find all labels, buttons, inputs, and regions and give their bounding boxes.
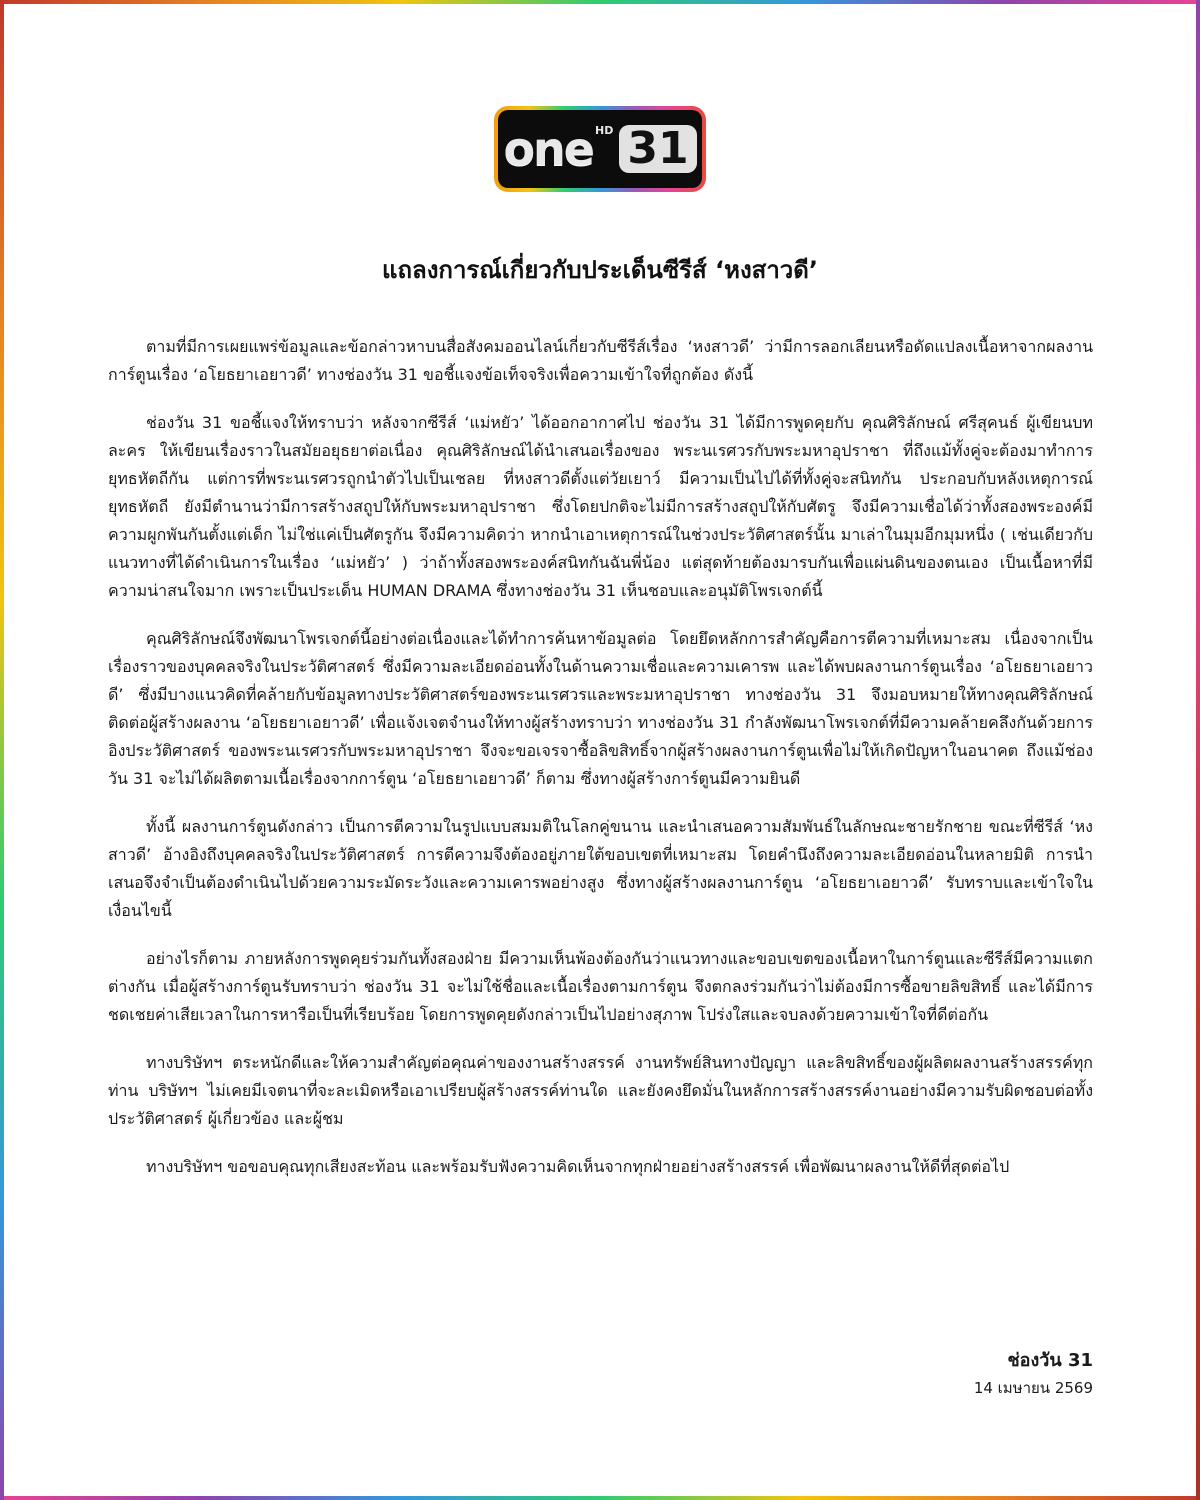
statement-paragraph: ทางบริษัทฯ ตระหนักดีและให้ความสำคัญต่อคุณค่าของงานสร้างสรรค์ งานทรัพย์สินทางปัญญา และลิขสิทธิ์ของผู้ผลิตผลงานสร้างสรรค์ทุกท่าน บริษัทฯ ไม่เคยมีเจตนาที่จะละเมิดหรือเอาเปรียบผู้สร้างสรรค์ท่านใด และยังคงยึดมั่นในหลักการสร้างสรรค์งานอย่างมีความรับผิดชอบต่อทั้งประวัติศาสตร์ ผู้เกี่ยวข้อง และผู้ชม xyxy=(108,1053,1093,1128)
signature-date: 14 เมษายน 2569 xyxy=(973,1379,1093,1397)
statement-paragraph: ทางบริษัทฯ ขอขอบคุณทุกเสียงสะท้อน และพร้อมรับฟังความคิดเห็นจากทุกฝ่ายอย่างสร้างสรรค์ เพื่อพัฒนาผลงานให้ดีที่สุดต่อไป xyxy=(146,1157,1010,1176)
statement-paragraph: ช่องวัน 31 ขอชี้แจงให้ทราบว่า หลังจากซีรีส์ ‘แม่หยัว’ ได้ออกอากาศไป ช่องวัน 31 ได้มีการพูดคุยกับ คุณศิริลักษณ์ ศรีสุคนธ์ ผู้เขียนบทละคร ให้เขียนเรื่องราวในสมัยอยุธยาต่อเนื่อง คุณศิริลักษณ์ได้นำเสนอเรื่องของ พระนเรศวรกับพระมหาอุปราชา ที่ถึงแม้ทั้งคู่จะต้องมาทำการยุทธหัตถีกัน แต่การที่พระนเรศวรถูกนำตัวไปเป็นเชลย ที่หงสาวดีตั้งแต่วัยเยาว์ มีความเป็นไปได้ที่ทั้งคู่จะสนิทกัน ประกอบกับหลังเหตุการณ์ยุทธหัตถี ยังมีตำนานว่ามีการสร้างสถูปให้กับพระมหาอุปราชา ซึ่งโดยปกติจะไม่มีการสร้างสถูปให้กับศัตรู จึงมีความเชื่อได้ว่าทั้งสองพระองค์มีความผูกพันกันตั้งแต่เด็ก ไม่ใช่แค่เป็นศัตรูกัน จึงมีความคิดว่า หากนำเอาเหตุการณ์ในช่วงประวัติศาสตร์นั้น มาเล่าในมุมอีกมุมหนึ่ง ( เช่นเดียวกับแนวทางที่ได้ดำเนินการในเรื่อง ‘แม่หยัว’ ) ว่าถ้าทั้งสองพระองค์สนิทกันฉันพี่น้อง แต่สุดท้ายต้องมารบกันเพื่อแผ่นดินของตนเอง เป็นเนื้อหาที่มีความน่าสนใจมาก เพราะเป็นประเด็น HUMAN DRAMA ซึ่งทางช่องวัน 31 เห็นชอบและอนุมัติโพรเจกต์นี้ xyxy=(108,413,1093,600)
frame-border-bottom xyxy=(0,1496,1200,1500)
logo-channel-number: 31 xyxy=(619,125,696,173)
statement-paragraph: คุณศิริลักษณ์จึงพัฒนาโพรเจกต์นี้อย่างต่อเนื่องและได้ทำการค้นหาข้อมูลต่อ โดยยึดหลักการสำคัญคือการตีความที่เหมาะสม เนื่องจากเป็นเรื่องราวของบุคคลจริงในประวัติศาสตร์ ซึ่งมีความละเอียดอ่อนทั้งในด้านความเชื่อและความเคารพ และได้พบผลงานการ์ตูนเรื่อง ‘อโยธยาเอยาวดี’ ซึ่งมีบางแนวคิดที่คล้ายกับข้อมูลทางประวัติศาสตร์ของพระนเรศวรและพระมหาอุปราชา ทางช่องวัน 31 จึงมอบหมายให้ทางคุณศิริลักษณ์ ติดต่อผู้สร้างผลงาน ‘อโยธยาเอยาวดี’ เพื่อแจ้งเจตจำนงให้ทางผู้สร้างทราบว่า ทางช่องวัน 31 กำลังพัฒนาโพรเจกต์ที่มีความคล้ายคลึงกันด้วยการอิงประวัติศาสตร์ ของพระนเรศวรกับพระมหาอุปราชา จึงจะขอเจรจาซื้อลิขสิทธิ์จากผู้สร้างผลงานการ์ตูนเพื่อไม่ให้เกิดปัญหาในอนาคต ถึงแม้ช่องวัน 31 จะไม่ได้ผลิตตามเนื้อเรื่องจากการ์ตูน ‘อโยธยาเอยาวดี’ ก็ตาม ซึ่งทางผู้สร้างการ์ตูนมีความยินดี xyxy=(108,629,1093,788)
logo-badge xyxy=(498,110,702,188)
logo-brand-text: one xyxy=(503,122,593,176)
frame-border-right xyxy=(1196,0,1200,1500)
statement-paragraph: อย่างไรก็ตาม ภายหลังการพูดคุยร่วมกันทั้งสองฝ่าย มีความเห็นพ้องต้องกันว่าแนวทางและขอบเขตของเนื้อหาในการ์ตูนและซีรีส์มีความแตกต่างกัน เมื่อผู้สร้างการ์ตูนรับทราบว่า ช่องวัน 31 จะไม่ใช้ชื่อและเนื้อเรื่องตามการ์ตูน จึงตกลงร่วมกันว่าไม่ต้องมีการซื้อขายลิขสิทธิ์ และได้มีการชดเชยค่าเสียเวลาในการหารือเป็นที่เรียบร้อย โดยการพูดคุยดังกล่าวเป็นไปอย่างสุภาพ โปร่งใสและจบลงด้วยความเข้าใจที่ดีต่อกัน xyxy=(108,949,1093,1024)
frame-border-top xyxy=(0,0,1200,4)
statement-title: แถลงการณ์เกี่ยวกับประเด็นซีรีส์ ‘หงสาวดี’ xyxy=(382,256,818,284)
statement-paragraph: ทั้งนี้ ผลงานการ์ตูนดังกล่าว เป็นการตีความในรูปแบบสมมติในโลกคู่ขนาน และนำเสนอความสัมพันธ์ในลักษณะชายรักชาย ขณะที่ซีรีส์ ‘หงสาวดี’ อ้างอิงถึงบุคคลจริงในประวัติศาสตร์ การตีความจึงต้องอยู่ภายใต้ขอบเขตที่เหมาะสม โดยคำนึงถึงความละเอียดอ่อนในหลายมิติ การนำเสนอจึงจำเป็นต้องดำเนินไปด้วยความระมัดระวังและความเคารพอย่างสูง ซึ่งทางผู้สร้างผลงานการ์ตูน ‘อโยธยาเอยาวดี’ รับทราบและเข้าใจในเงื่อนไขนี้ xyxy=(108,817,1093,920)
statement-body xyxy=(108,333,1093,1201)
signature-name: ช่องวัน 31 xyxy=(1007,1350,1093,1371)
signature-block xyxy=(974,1346,1093,1400)
one31-logo xyxy=(494,106,706,192)
frame-border-left xyxy=(0,0,4,1500)
statement-paragraph: ตามที่มีการเผยแพร่ข้อมูลและข้อกล่าวหาบนสื่อสังคมออนไลน์เกี่ยวกับซีรีส์เรื่อง ‘หงสาวดี’ ว่ามีการลอกเลียนหรือดัดแปลงเนื้อหาจากผลงานการ์ตูนเรื่อง ‘อโยธยาเอยาวดี’ ทางช่องวัน 31 ขอชี้แจงข้อเท็จจริงเพื่อความเข้าใจที่ถูกต้อง ดังนี้ xyxy=(108,337,1093,384)
logo-hd-mark: HD xyxy=(595,124,614,137)
